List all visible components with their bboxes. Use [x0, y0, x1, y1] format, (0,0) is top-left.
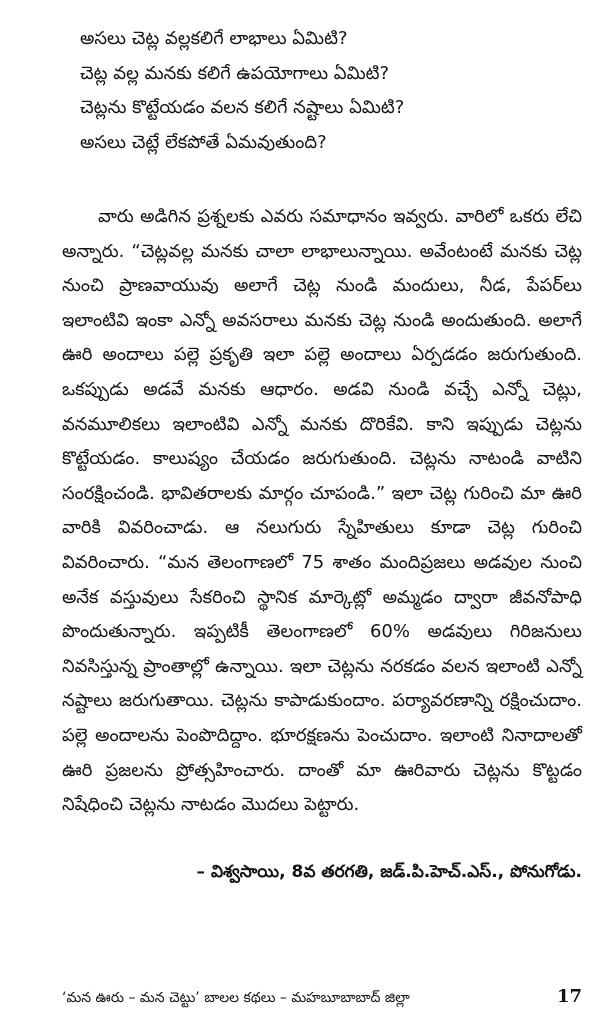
question-line: అసలు చెట్ల వల్లకలిగే లాభాలు ఏమిటి? — [80, 28, 348, 49]
question-line: చెట్లను కొట్టేయడం వలన కలిగే నష్టాలు ఏమిటి? — [80, 97, 405, 118]
question-line: చెట్ల వల్ల మనకు కలిగే ఉపయోగాలు ఏమిటి? — [80, 62, 390, 84]
book-title: ‘మన ఊరు – మన చెట్టు’ బాలల కథలు – మహబూబాబాద్ జిల్లా — [62, 990, 410, 1006]
author-credit: – విశ్వసాయి, 8వ తరగతి, జడ్.పి.హెచ్.ఎస్., పోనుగోడు. — [196, 862, 582, 882]
question-list — [80, 22, 540, 160]
question-line: అసలు చెట్లే లేకపోతే ఏమవుతుంది? — [80, 131, 327, 153]
story-paragraph: వారు అడిగిన ప్రశ్నలకు ఎవరు సమాధానం ఇవ్వరు. వారిలో ఒకరు లేచి అన్నారు. “చెట్లవల్ల మనకు చాలా లాభాలున్నాయి. అవేంటంటే మనకు చెట్ల నుంచి ప్రాణవాయువు అలాగే చెట్ల నుండి మందులు, నీడ, పేపర్‌లు ఇలాంటివి ఇంకా ఎన్నో అవసరాలు మనకు చెట్ల నుండి అందుతుంది. అలాగే ఊరి అందాలు పల్లె ప్రకృతి ఇలా పల్లె అందాలు ఏర్పడడం జరుగుతుంది. ఒకప్పుడు అడవే మనకు ఆధారం. అడవి నుండి వచ్చే ఎన్నో చెట్లు, వనమూలికలు ఇలాంటివి ఎన్నో మనకు దొరికేవి. కాని ఇప్పుడు చెట్లను కొట్టేయడం. కాలుష్యం చేయడం జరుగుతుంది. చెట్లను నాటండి వాటిని సంరక్షించండి. భావితరాలకు మార్గం చూపండి.” ఇలా చెట్ల గురించి మా ఊరి వారికి వివరించాడు. ఆ నలుగురు స్నేహితులు కూడా చెట్ల గురించి వివరించారు. “మన తెలంగాణలో 75 శాతం మందిప్రజలు అడవుల నుంచి అనేక వస్తువులు సేకరించి స్థానిక మార్కెట్లో అమ్మడం ద్వారా జీవనోపాధి పొందుతున్నారు. ఇప్పటికీ తెలంగాణలో 60% అడవులు గిరిజనులు నివసిస్తున్న ప్రాంతాల్లో ఉన్నాయి. ఇలా చెట్లను నరకడం వలన ఇలాంటి ఎన్నో నష్టాలు జరుగుతాయి. చెట్లను కాపాడుకుందాం. పర్యావరణాన్ని రక్షించుదాం. పల్లె అందాలను పెంపొదిద్దాం. భూరక్షణను పెంచుదాం. ఇలాంటి నినాదాలతో ఊరి ప్రజలను ప్రోత్సహించారు. దాంతో మా ఊరివారు చెట్లను కొట్టడం నిషేధించి చెట్లను నాటడం మొదలు పెట్టారు. — [62, 206, 582, 816]
page-number: 17 — [556, 986, 582, 1007]
page-footer — [62, 986, 582, 1016]
